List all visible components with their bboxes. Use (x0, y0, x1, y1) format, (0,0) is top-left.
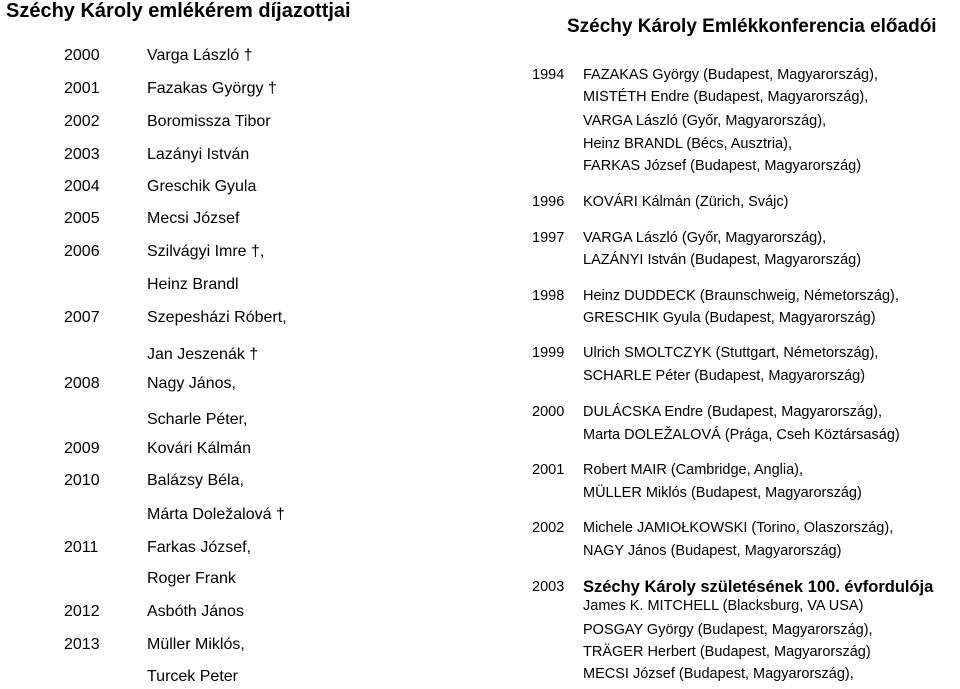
awardee-name: Nagy János, (147, 375, 236, 392)
lecture-year: 1998 (532, 288, 565, 304)
awardee-name: Asbóth János (147, 603, 244, 620)
lecturer-text: Michele JAMIOŁKOWSKI (Torino, Olaszország), (583, 520, 894, 536)
lecturer-text: Heinz DUDDECK (Braunschweig, Németország), (583, 288, 899, 304)
awardee-name: Roger Frank (147, 570, 236, 587)
awardee-name: Fazakas György † (147, 80, 277, 97)
awardee-name: Kovári Kálmán (147, 440, 252, 457)
awardee-name: Mecsi József (147, 210, 240, 227)
lecturer-text: MECSI József (Budapest, Magyarország), (583, 666, 854, 682)
right-title: Széchy Károly Emlékkonferencia előadói (567, 16, 937, 37)
awardee-year: 2003 (64, 146, 100, 163)
awardee-year: 2001 (64, 80, 100, 97)
lecture-year: 1996 (532, 194, 565, 210)
awardee-name: Heinz Brandl (147, 276, 239, 293)
awardee-name: Balázsy Béla, (147, 472, 244, 489)
lecture-year: 1997 (532, 230, 565, 246)
lecturer-text: Marta DOLEŽALOVÁ (Prága, Cseh Köztársaság) (583, 427, 900, 443)
awardee-year: 2005 (64, 210, 100, 227)
awardee-name: Turcek Peter (147, 668, 238, 685)
lecture-year: 2002 (532, 520, 565, 536)
lecturer-text: NAGY János (Budapest, Magyarország) (583, 543, 842, 559)
awardee-name: Greschik Gyula (147, 178, 257, 195)
lecturer-text: VARGA László (Győr, Magyarország), (583, 230, 827, 246)
awardee-year: 2010 (64, 472, 100, 489)
lecture-year: 1994 (532, 67, 565, 83)
left-title: Széchy Károly emlékérem díjazottjai (6, 0, 351, 22)
lecture-year: 2001 (532, 462, 565, 478)
awardee-name: Farkas József, (147, 539, 252, 556)
lecturer-text: LAZÁNYI István (Budapest, Magyarország) (583, 252, 862, 268)
awardee-year: 2009 (64, 440, 100, 457)
awardee-name: Szepesházi Róbert, (147, 309, 287, 326)
lecturer-text: Robert MAIR (Cambridge, Anglia), (583, 462, 803, 478)
awardee-year: 2002 (64, 113, 100, 130)
lecture-year: 2000 (532, 404, 565, 420)
lecture-year: 1999 (532, 345, 565, 361)
lecturer-text: POSGAY György (Budapest, Magyarország), (583, 622, 873, 638)
awardee-name: Márta Doležalová † (147, 506, 285, 523)
lecturer-text: KOVÁRI Kálmán (Zürich, Svájc) (583, 194, 789, 210)
awardee-name: Boromissza Tibor (147, 113, 271, 130)
awardee-name: Müller Miklós, (147, 636, 245, 653)
awardee-name: Scharle Péter, (147, 411, 248, 428)
lecturer-text: James K. MITCHELL (Blacksburg, VA USA) (583, 598, 864, 614)
awardee-year: 2011 (64, 539, 99, 556)
lecturer-text: MISTÉTH Endre (Budapest, Magyarország), (583, 89, 869, 105)
awardee-name: Lazányi István (147, 146, 250, 163)
awardee-name: Varga László † (147, 47, 253, 64)
awardee-name: Szilvágyi Imre †, (147, 243, 265, 260)
lecturer-text: Ulrich SMOLTCZYK (Stuttgart, Németország), (583, 345, 879, 361)
lecturer-text: SCHARLE Péter (Budapest, Magyarország) (583, 368, 866, 384)
lecturer-text: DULÁCSKA Endre (Budapest, Magyarország), (583, 404, 882, 420)
lecturer-text: MÜLLER Miklós (Budapest, Magyarország) (583, 485, 862, 501)
awardee-year: 2013 (64, 636, 100, 653)
lecturer-text: TRÄGER Herbert (Budapest, Magyarország) (583, 644, 871, 660)
awardee-year: 2006 (64, 243, 100, 260)
awardee-year: 2007 (64, 309, 100, 326)
lecturer-text: GRESCHIK Gyula (Budapest, Magyarország) (583, 310, 876, 326)
awardee-name: Jan Jeszenák † (147, 346, 259, 363)
lecturer-text: FARKAS József (Budapest, Magyarország) (583, 158, 862, 174)
lecturer-text: Heinz BRANDL (Bécs, Ausztria), (583, 136, 792, 152)
lecturer-text: Széchy Károly születésének 100. évfordulója (583, 578, 934, 596)
lecture-year: 2003 (532, 579, 565, 595)
lecturer-text: VARGA László (Győr, Magyarország), (583, 113, 827, 129)
awardee-year: 2004 (64, 178, 100, 195)
awardee-year: 2012 (64, 603, 100, 620)
awardee-year: 2008 (64, 375, 100, 392)
lecturer-text: FAZAKAS György (Budapest, Magyarország), (583, 67, 878, 83)
awardee-year: 2000 (64, 47, 100, 64)
